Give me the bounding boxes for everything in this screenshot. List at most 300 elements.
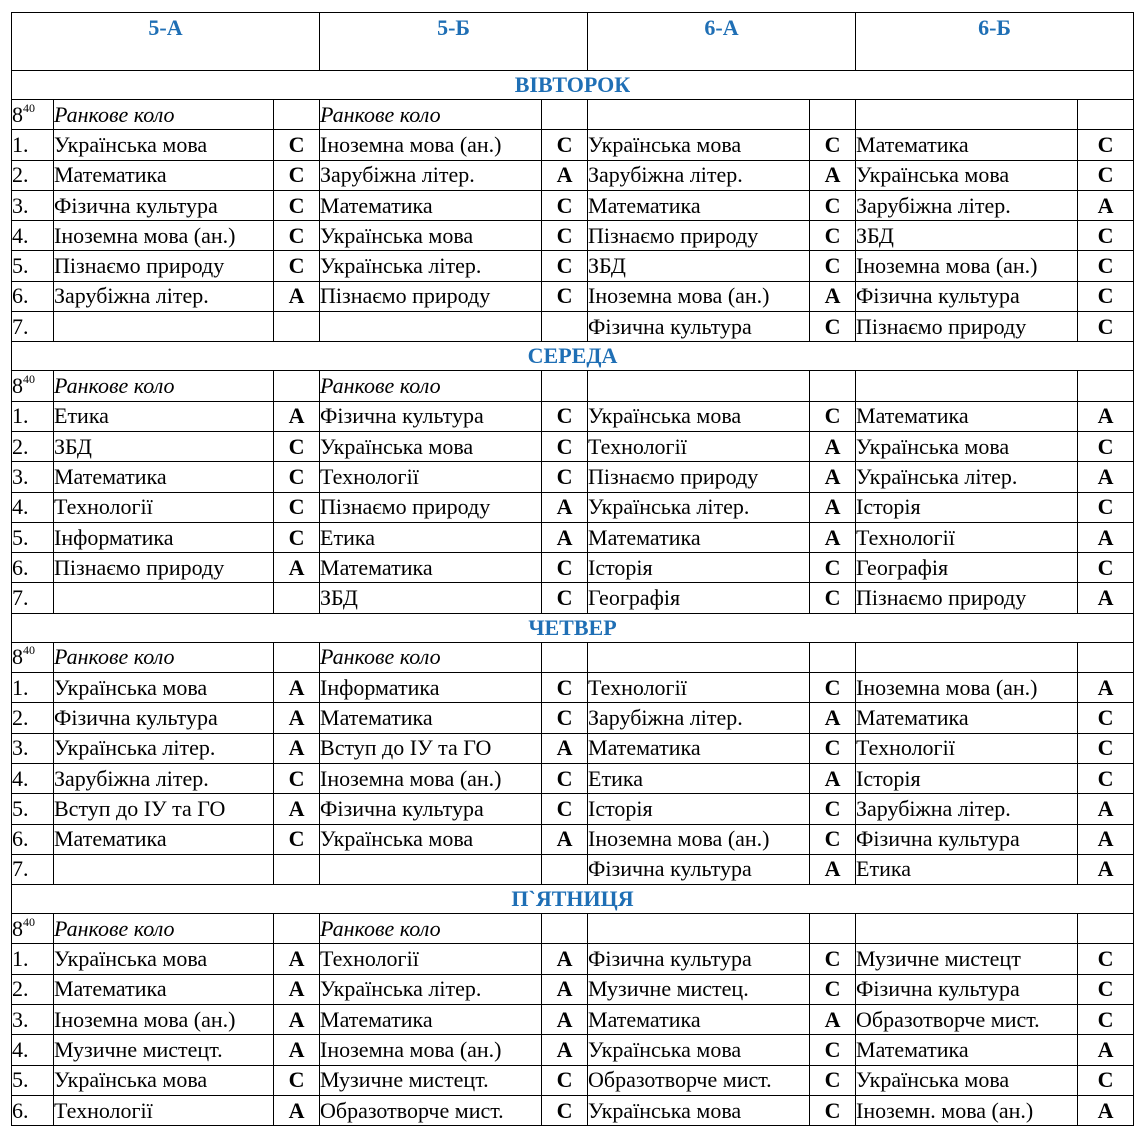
lesson-type: А [274, 1035, 320, 1065]
class-header: 6-А [588, 13, 856, 71]
class-header: 5-А [12, 13, 320, 71]
lesson-type: С [810, 1095, 856, 1125]
subject-cell: Технології [54, 492, 274, 522]
subject-cell: Математика [588, 522, 810, 552]
subject-cell: Математика [54, 974, 274, 1004]
lesson-number: 4. [12, 492, 54, 522]
lesson-type: С [1078, 553, 1134, 583]
subject-cell: Пізнаємо природу [856, 312, 1078, 342]
lesson-type: С [542, 462, 588, 492]
lesson-type [542, 371, 588, 401]
lesson-type: С [542, 251, 588, 281]
subject-cell: Образотворче мист. [588, 1065, 810, 1095]
lesson-row [12, 824, 1134, 854]
subject-cell: Математика [588, 733, 810, 763]
subject-cell: Математика [54, 462, 274, 492]
subject-cell: Історія [588, 553, 810, 583]
lesson-type: А [274, 1005, 320, 1035]
lesson-number: 6. [12, 824, 54, 854]
subject-cell: Вступ до ІУ та ГО [320, 733, 542, 763]
class-header: 5-Б [320, 13, 588, 71]
lesson-row [12, 703, 1134, 733]
subject-cell: Фізична культура [856, 281, 1078, 311]
subject-cell: Іноземна мова (ан.) [856, 673, 1078, 703]
subject-cell: Іноземна мова (ан.) [588, 281, 810, 311]
lesson-type: А [1078, 794, 1134, 824]
lesson-number: 2. [12, 703, 54, 733]
day-name: ЧЕТВЕР [12, 613, 1134, 642]
lesson-number: 7. [12, 583, 54, 613]
lesson-number: 3. [12, 462, 54, 492]
subject-cell: Вступ до ІУ та ГО [54, 794, 274, 824]
subject-cell: Фізична культура [588, 312, 810, 342]
lesson-type: С [542, 1065, 588, 1095]
lesson-type: С [274, 251, 320, 281]
lesson-type: С [542, 763, 588, 793]
lesson-type: А [810, 854, 856, 884]
lesson-type: А [274, 401, 320, 431]
lesson-number: 2. [12, 974, 54, 1004]
lesson-number: 5. [12, 1065, 54, 1095]
morning-circle-cell: Ранкове коло [320, 642, 542, 672]
lesson-row [12, 1095, 1134, 1125]
lesson-number: 1. [12, 944, 54, 974]
subject-cell: Музичне мистецт [856, 944, 1078, 974]
subject-cell: Технології [588, 673, 810, 703]
lesson-type: С [542, 401, 588, 431]
lesson-row [12, 221, 1134, 251]
subject-cell: ЗБД [54, 431, 274, 461]
subject-cell: Українська мова [588, 1035, 810, 1065]
subject-cell: Українська мова [54, 130, 274, 160]
lesson-type: С [542, 1095, 588, 1125]
subject-cell: Зарубіжна літер. [54, 281, 274, 311]
lesson-number: 5. [12, 794, 54, 824]
lesson-number: 4. [12, 1035, 54, 1065]
lesson-type [274, 312, 320, 342]
morning-circle-cell [856, 371, 1078, 401]
lesson-number: 3. [12, 733, 54, 763]
time-hour: 8 [12, 101, 23, 127]
class-header-row [12, 13, 1134, 71]
subject-cell: Фізична культура [54, 190, 274, 220]
lesson-type: С [542, 221, 588, 251]
lesson-row [12, 673, 1134, 703]
lesson-type: С [810, 190, 856, 220]
subject-cell: Технології [54, 1095, 274, 1125]
subject-cell: Українська мова [588, 401, 810, 431]
subject-cell: Образотворче мист. [856, 1005, 1078, 1035]
subject-cell: Зарубіжна літер. [588, 703, 810, 733]
lesson-type: С [274, 190, 320, 220]
lesson-type: А [1078, 522, 1134, 552]
subject-cell: Українська мова [856, 160, 1078, 190]
lesson-type [810, 100, 856, 130]
lesson-type: А [274, 974, 320, 1004]
lesson-number: 6. [12, 1095, 54, 1125]
time-hour: 8 [12, 915, 23, 941]
lesson-type: С [274, 522, 320, 552]
lesson-type [810, 371, 856, 401]
day-header-row [12, 613, 1134, 642]
morning-circle-cell: Ранкове коло [320, 100, 542, 130]
lesson-type: А [810, 763, 856, 793]
lesson-type: С [1078, 1065, 1134, 1095]
subject-cell: Математика [856, 401, 1078, 431]
subject-cell: Фізична культура [320, 401, 542, 431]
lesson-number: 4. [12, 221, 54, 251]
subject-cell: Історія [588, 794, 810, 824]
lesson-type: А [810, 522, 856, 552]
lesson-row [12, 190, 1134, 220]
lesson-type: С [1078, 160, 1134, 190]
subject-cell: Українська мова [54, 673, 274, 703]
schedule-table [11, 12, 1134, 1126]
day-name: П`ЯТНИЦЯ [12, 885, 1134, 914]
lesson-type: С [274, 492, 320, 522]
lesson-type [274, 100, 320, 130]
subject-cell: Українська мова [588, 130, 810, 160]
lesson-number: 7. [12, 854, 54, 884]
lesson-type: С [542, 583, 588, 613]
time-minutes: 40 [23, 372, 35, 387]
subject-cell [54, 583, 274, 613]
lesson-type: С [810, 974, 856, 1004]
lesson-type: А [542, 522, 588, 552]
lesson-type: С [1078, 431, 1134, 461]
lesson-type: А [274, 673, 320, 703]
subject-cell: Математика [856, 130, 1078, 160]
lesson-row [12, 251, 1134, 281]
lesson-type: А [810, 281, 856, 311]
lesson-type: С [810, 251, 856, 281]
lesson-number: 6. [12, 281, 54, 311]
class-header: 6-Б [856, 13, 1134, 71]
lesson-number: 2. [12, 160, 54, 190]
lesson-type: А [1078, 1035, 1134, 1065]
lesson-row [12, 794, 1134, 824]
subject-cell: Українська літер. [54, 733, 274, 763]
subject-cell: Математика [54, 824, 274, 854]
subject-cell: Пізнаємо природу [54, 553, 274, 583]
lesson-type: С [810, 312, 856, 342]
subject-cell: Українська мова [320, 431, 542, 461]
subject-cell [320, 854, 542, 884]
lesson-type: А [274, 281, 320, 311]
lesson-type: С [542, 130, 588, 160]
lesson-type [274, 583, 320, 613]
lesson-type: А [542, 733, 588, 763]
lesson-row [12, 763, 1134, 793]
subject-cell: Українська мова [320, 221, 542, 251]
lesson-type: А [810, 160, 856, 190]
lesson-type: С [274, 824, 320, 854]
subject-cell: Українська літер. [320, 251, 542, 281]
lesson-type: С [810, 401, 856, 431]
lesson-number: 2. [12, 431, 54, 461]
subject-cell: Іноземна мова (ан.) [320, 130, 542, 160]
lesson-type: С [810, 583, 856, 613]
subject-cell: Фізична культура [320, 794, 542, 824]
lesson-type: С [1078, 1005, 1134, 1035]
subject-cell: Пізнаємо природу [320, 492, 542, 522]
morning-circle-row [12, 642, 1134, 672]
lesson-type [542, 312, 588, 342]
subject-cell: Технології [320, 944, 542, 974]
subject-cell: Іноземна мова (ан.) [588, 824, 810, 854]
lesson-number: 3. [12, 1005, 54, 1035]
lesson-type: С [1078, 251, 1134, 281]
lesson-type: С [542, 553, 588, 583]
lesson-type: А [542, 1035, 588, 1065]
lesson-type: С [810, 1065, 856, 1095]
subject-cell: Іноземна мова (ан.) [320, 1035, 542, 1065]
lesson-row [12, 854, 1134, 884]
subject-cell: Етика [54, 401, 274, 431]
lesson-type [1078, 100, 1134, 130]
lesson-row [12, 160, 1134, 190]
lesson-type: А [542, 944, 588, 974]
subject-cell: Технології [856, 522, 1078, 552]
subject-cell: Українська мова [588, 1095, 810, 1125]
subject-cell: Фізична культура [856, 974, 1078, 1004]
subject-cell: Зарубіжна літер. [54, 763, 274, 793]
subject-cell: Математика [320, 553, 542, 583]
subject-cell: Фізична культура [54, 703, 274, 733]
lesson-row [12, 583, 1134, 613]
lesson-row [12, 462, 1134, 492]
subject-cell: Образотворче мист. [320, 1095, 542, 1125]
lesson-type: А [542, 1005, 588, 1035]
lesson-row [12, 1005, 1134, 1035]
subject-cell [320, 312, 542, 342]
morning-circle-cell [856, 100, 1078, 130]
lesson-type: С [1078, 492, 1134, 522]
lesson-type: С [1078, 312, 1134, 342]
day-name: ВІВТОРОК [12, 71, 1134, 100]
lesson-type [810, 914, 856, 944]
subject-cell: Інформатика [54, 522, 274, 552]
lesson-row [12, 312, 1134, 342]
subject-cell: Фізична культура [588, 944, 810, 974]
lesson-type: С [1078, 974, 1134, 1004]
morning-circle-cell: Ранкове коло [54, 914, 274, 944]
lesson-type [274, 914, 320, 944]
morning-circle-cell: Ранкове коло [54, 100, 274, 130]
subject-cell: Технології [588, 431, 810, 461]
lesson-row [12, 431, 1134, 461]
time-minutes: 40 [23, 643, 35, 658]
lesson-number: 3. [12, 190, 54, 220]
day-name: СЕРЕДА [12, 342, 1134, 371]
lesson-type: С [274, 1065, 320, 1095]
lesson-type: С [810, 221, 856, 251]
lesson-type: С [810, 673, 856, 703]
lesson-type: А [542, 160, 588, 190]
subject-cell [54, 312, 274, 342]
lesson-type [274, 371, 320, 401]
subject-cell: Зарубіжна літер. [856, 794, 1078, 824]
subject-cell: Зарубіжна літер. [856, 190, 1078, 220]
subject-cell: Українська літер. [588, 492, 810, 522]
subject-cell: Українська літер. [320, 974, 542, 1004]
lesson-row [12, 553, 1134, 583]
morning-circle-row [12, 914, 1134, 944]
lesson-number: 6. [12, 553, 54, 583]
lesson-type [542, 854, 588, 884]
subject-cell: Технології [856, 733, 1078, 763]
subject-cell: Математика [54, 160, 274, 190]
subject-cell: Математика [320, 190, 542, 220]
subject-cell: Математика [588, 190, 810, 220]
lesson-type: А [810, 492, 856, 522]
lesson-row [12, 733, 1134, 763]
subject-cell: Етика [320, 522, 542, 552]
lesson-type: А [1078, 854, 1134, 884]
lesson-type [1078, 642, 1134, 672]
lesson-type [810, 642, 856, 672]
subject-cell: Музичне мистецт. [320, 1065, 542, 1095]
lesson-type: А [810, 431, 856, 461]
subject-cell: Історія [856, 492, 1078, 522]
lesson-time [12, 642, 54, 672]
lesson-type: С [1078, 703, 1134, 733]
subject-cell: Фізична культура [588, 854, 810, 884]
lesson-number: 1. [12, 130, 54, 160]
lesson-row [12, 130, 1134, 160]
morning-circle-cell [588, 100, 810, 130]
subject-cell: Українська мова [856, 431, 1078, 461]
subject-cell: Іноземн. мова (ан.) [856, 1095, 1078, 1125]
subject-cell: Інформатика [320, 673, 542, 703]
lesson-type: А [542, 974, 588, 1004]
lesson-type: С [274, 130, 320, 160]
morning-circle-cell [856, 914, 1078, 944]
lesson-type: А [274, 553, 320, 583]
subject-cell: Фізична культура [856, 824, 1078, 854]
subject-cell: ЗБД [588, 251, 810, 281]
subject-cell: Етика [588, 763, 810, 793]
lesson-type: С [1078, 130, 1134, 160]
lesson-type: С [810, 733, 856, 763]
lesson-row [12, 522, 1134, 552]
subject-cell: Пізнаємо природу [856, 583, 1078, 613]
lesson-number: 7. [12, 312, 54, 342]
lesson-type: А [810, 703, 856, 733]
subject-cell: Музичне мистецт. [54, 1035, 274, 1065]
subject-cell: Пізнаємо природу [588, 462, 810, 492]
subject-cell: ЗБД [320, 583, 542, 613]
subject-cell: Іноземна мова (ан.) [856, 251, 1078, 281]
lesson-row [12, 1035, 1134, 1065]
lesson-type: С [274, 221, 320, 251]
lesson-type: С [1078, 944, 1134, 974]
lesson-type [274, 642, 320, 672]
lesson-type: С [810, 1035, 856, 1065]
subject-cell: Українська мова [320, 824, 542, 854]
morning-circle-cell: Ранкове коло [54, 371, 274, 401]
subject-cell: Історія [856, 763, 1078, 793]
lesson-type: С [810, 824, 856, 854]
lesson-time [12, 100, 54, 130]
lesson-type: А [1078, 190, 1134, 220]
lesson-type: А [1078, 583, 1134, 613]
lesson-type: С [1078, 733, 1134, 763]
subject-cell: Математика [320, 1005, 542, 1035]
lesson-type: А [1078, 824, 1134, 854]
lesson-type: А [1078, 401, 1134, 431]
subject-cell: Математика [588, 1005, 810, 1035]
lesson-type: С [810, 553, 856, 583]
lesson-type: С [274, 462, 320, 492]
lesson-row [12, 281, 1134, 311]
subject-cell: Пізнаємо природу [320, 281, 542, 311]
lesson-type [1078, 914, 1134, 944]
lesson-type: А [1078, 1095, 1134, 1125]
lesson-type: А [274, 794, 320, 824]
time-minutes: 40 [23, 100, 35, 115]
lesson-number: 5. [12, 251, 54, 281]
lesson-type [274, 854, 320, 884]
lesson-time [12, 371, 54, 401]
lesson-type: С [542, 431, 588, 461]
subject-cell: Українська мова [54, 944, 274, 974]
lesson-number: 5. [12, 522, 54, 552]
subject-cell: Математика [320, 703, 542, 733]
morning-circle-cell: Ранкове коло [320, 371, 542, 401]
time-minutes: 40 [23, 914, 35, 929]
subject-cell: Пізнаємо природу [588, 221, 810, 251]
subject-cell: Математика [856, 1035, 1078, 1065]
subject-cell: ЗБД [856, 221, 1078, 251]
lesson-type: С [1078, 281, 1134, 311]
lesson-number: 4. [12, 763, 54, 793]
lesson-type [542, 642, 588, 672]
subject-cell: Математика [856, 703, 1078, 733]
lesson-type [542, 100, 588, 130]
lesson-type: А [274, 703, 320, 733]
lesson-type: С [1078, 221, 1134, 251]
lesson-row [12, 401, 1134, 431]
lesson-type: С [810, 944, 856, 974]
morning-circle-row [12, 100, 1134, 130]
lesson-type [542, 914, 588, 944]
lesson-type: С [274, 160, 320, 190]
subject-cell: Географія [588, 583, 810, 613]
subject-cell: Технології [320, 462, 542, 492]
lesson-type: А [274, 1095, 320, 1125]
lesson-row [12, 944, 1134, 974]
morning-circle-cell: Ранкове коло [54, 642, 274, 672]
subject-cell: Музичне мистец. [588, 974, 810, 1004]
lesson-type: С [274, 431, 320, 461]
lesson-type: С [274, 763, 320, 793]
subject-cell [54, 854, 274, 884]
lesson-type: С [542, 703, 588, 733]
lesson-number: 1. [12, 401, 54, 431]
subject-cell: Іноземна мова (ан.) [54, 1005, 274, 1035]
morning-circle-cell [856, 642, 1078, 672]
morning-circle-cell [588, 642, 810, 672]
morning-circle-cell: Ранкове коло [320, 914, 542, 944]
lesson-number: 1. [12, 673, 54, 703]
lesson-row [12, 974, 1134, 1004]
subject-cell: Іноземна мова (ан.) [54, 221, 274, 251]
subject-cell: Українська літер. [856, 462, 1078, 492]
lesson-type: А [810, 1005, 856, 1035]
lesson-type: С [542, 281, 588, 311]
lesson-type: А [274, 733, 320, 763]
